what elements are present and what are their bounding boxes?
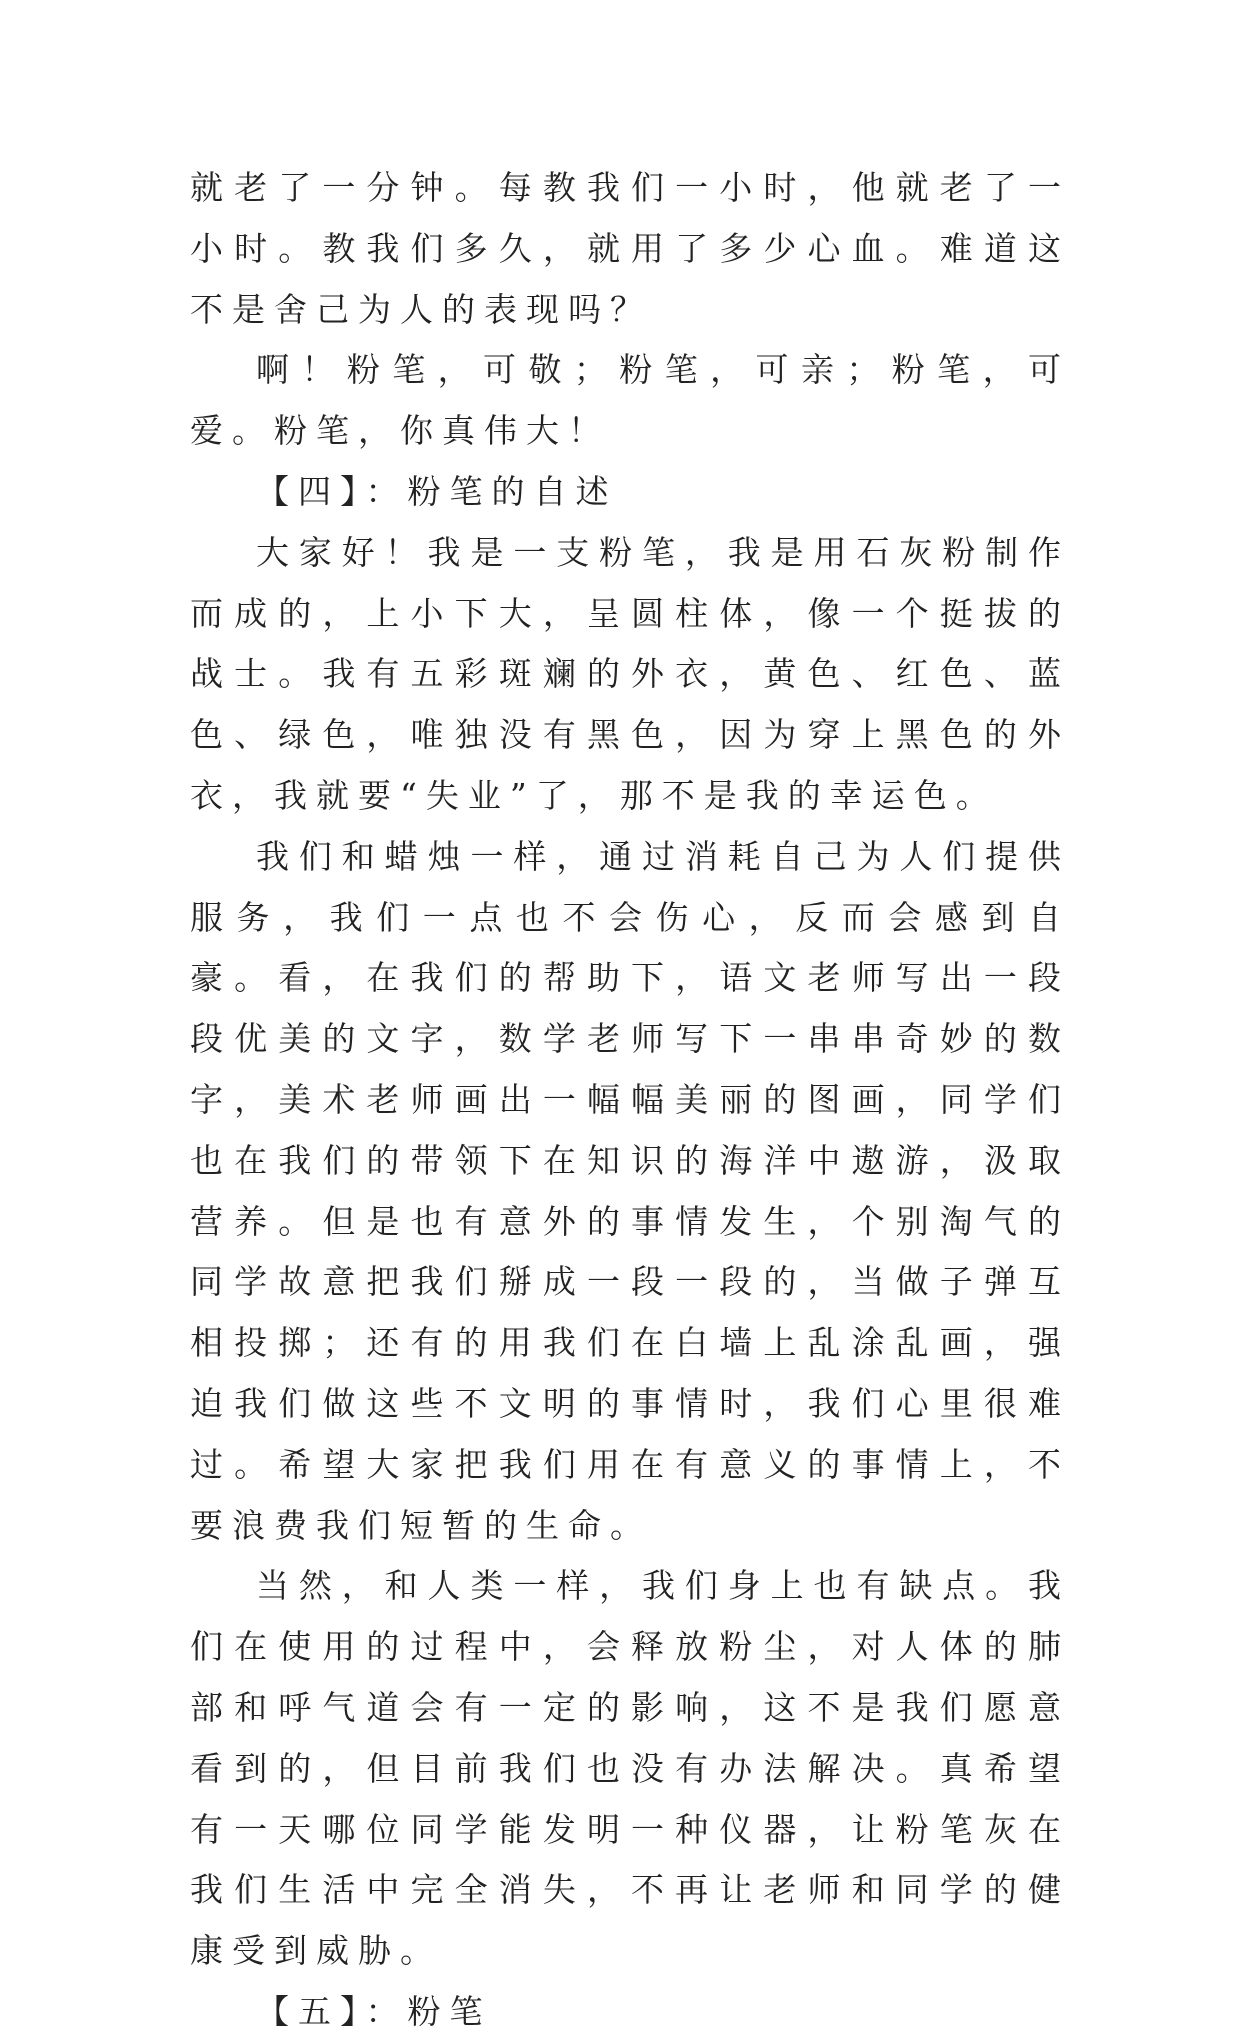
paragraph-shortcomings: 当然，和人类一样，我们身上也有缺点。我们在使用的过程中，会释放粉尘，对人体的肺部和呼气道会有一定的影响，这不是我们愿意看到的，但目前我们也没有办法解决。真希望有一天哪位同学能发明一种仪器，让粉笔灰在我们生活中完全消失，不再让老师和同学的健康受到威胁。 <box>190 1566 1070 1971</box>
section-heading-five: 【五】：粉笔 <box>256 1991 492 2031</box>
paragraph-self-introduction: 大家好！我是一支粉笔，我是用石灰粉制作而成的，上小下大，呈圆柱体，像一个挺拔的战士。我有五彩斑斓的外衣，黄色、红色、蓝色、绿色，唯独没有黑色，因为穿上黑色的外衣，我就要“失业”了，那不是我的幸运色。 <box>190 532 1070 815</box>
section-heading-four: 【四】：粉笔的自述 <box>256 471 618 511</box>
paragraph-exclamation: 啊！粉笔，可敬；粉笔，可亲；粉笔，可爱。粉笔，你真伟大！ <box>190 350 1070 451</box>
paragraph-service: 我们和蜡烛一样，通过消耗自己为人们提供服务，我们一点也不会伤心，反而会感到自豪。看，在我们的帮助下，语文老师写出一段段优美的文字，数学老师写下一串串奇妙的数字，美术老师画出一幅幅美丽的图画，同学们也在我们的带领下在知识的海洋中遨游，汲取营养。但是也有意外的事情发生，个别淘气的同学故意把我们掰成一段一段的，当做子弹互相投掷；还有的用我们在白墙上乱涂乱画，强迫我们做这些不文明的事情时，我们心里很难过。希望大家把我们用在有意义的事情上，不要浪费我们短暂的生命。 <box>190 836 1070 1545</box>
document-page <box>190 158 1070 2043</box>
paragraph-continued: 就老了一分钟。每教我们一小时，他就老了一小时。教我们多久，就用了多少心血。难道这不是舍己为人的表现吗？ <box>190 168 1070 329</box>
